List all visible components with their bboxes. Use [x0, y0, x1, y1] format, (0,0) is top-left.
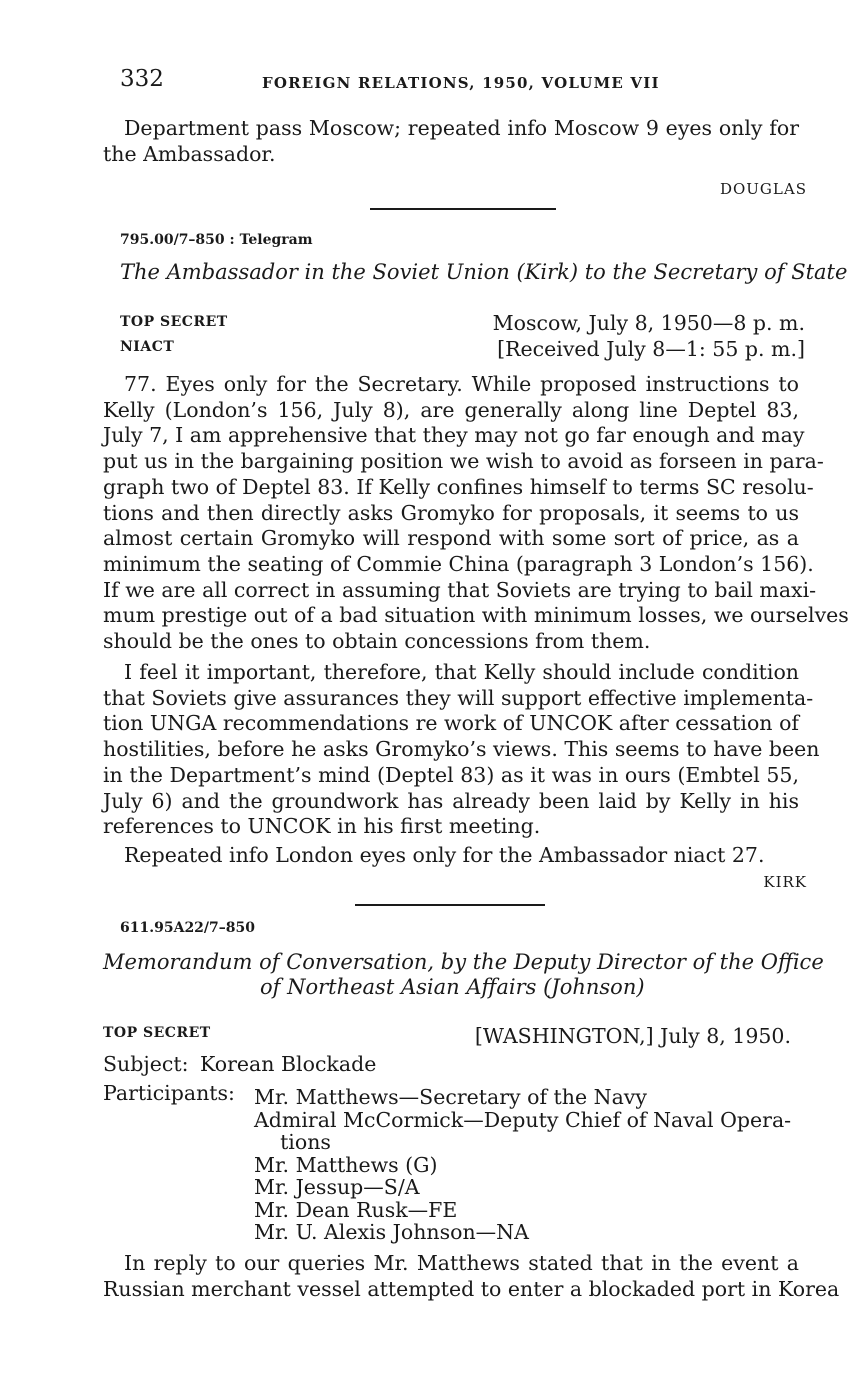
participant: Mr. Matthews—Secretary of the Navy [254, 1085, 647, 1109]
memorandum-caption-line-1: Memorandum of Conversation, by the Deputy Director of the Office [103, 950, 824, 974]
participants-list [254, 1086, 791, 1244]
participant: Mr. Dean Rusk—FE [254, 1197, 458, 1222]
signature-kirk: KIRK [763, 873, 807, 891]
participant: Mr. Matthews (G) [254, 1152, 438, 1177]
subject-value: Korean Blockade [200, 1052, 377, 1076]
text-line: July 6) and the groundwork has already been laid by Kelly in his [103, 788, 799, 813]
telegram-paragraph-3 [103, 843, 799, 869]
text-line: tion UNGA recommendations re work of UNCOK after cessation of [103, 711, 799, 736]
text-line: should be the ones to obtain concessions from them. [103, 629, 651, 654]
text-line: put us in the bargaining position we wish to avoid as forseen in para- [103, 449, 824, 474]
participant: Mr. U. Alexis Johnson—NA [254, 1220, 529, 1244]
text-line: Russian merchant vessel attempted to enter a blockaded port in Korea [103, 1276, 840, 1301]
text-line: hostilities, before he asks Gromyko’s views. This seems to have been [103, 737, 820, 762]
place-date: Moscow, July 8, 1950—8 p. m. [492, 311, 805, 335]
text-line: mum prestige out of a bad situation with minimum losses, we ourselves [103, 603, 849, 628]
classification: TOP SECRET [103, 1025, 211, 1041]
text-line: In reply to our queries Mr. Matthews stated that in the event a [124, 1251, 799, 1275]
text-line: Kelly (London’s 156, July 8), are generally along line Deptel 83, [103, 397, 799, 422]
place-date: [WASHINGTON,] July 8, 1950. [474, 1024, 791, 1048]
memorandum-paragraph [103, 1251, 840, 1302]
running-title: FOREIGN RELATIONS, 1950, VOLUME VII [262, 74, 660, 92]
participant: Mr. Jessup—S/A [254, 1175, 420, 1199]
section-divider [355, 904, 545, 906]
text-line: graph two of Deptel 83. If Kelly confines himself to terms SC resolu- [103, 474, 814, 499]
received-time: [Received July 8—1: 55 p. m.] [497, 337, 805, 361]
continuation-paragraph [103, 116, 799, 167]
text-line: I feel it important, therefore, that Kelly should include condition [124, 660, 799, 684]
telegram-paragraph-1 [103, 372, 849, 655]
memorandum-caption-line-2: of Northeast Asian Affairs (Johnson) [260, 975, 645, 999]
telegram-paragraph-2 [103, 660, 820, 840]
page-number: 332 [120, 66, 164, 92]
signature-douglas: DOUGLAS [719, 180, 807, 198]
text-line: the Ambassador. [103, 141, 276, 166]
section-divider [370, 208, 556, 210]
text-line: July 7, I am apprehensive that they may not go far enough and may [103, 423, 805, 448]
participant: tions [254, 1130, 331, 1154]
text-line: minimum the seating of Commie China (paragraph 3 London’s 156). [103, 551, 814, 576]
participants-label: Participants: [103, 1081, 235, 1105]
file-number: 611.95A22/7–850 [120, 920, 256, 936]
precedence: NIACT [120, 339, 175, 355]
subject-label: Subject: [103, 1052, 189, 1076]
text-line: in the Department’s mind (Deptel 83) as it was in ours (Embtel 55, [103, 762, 799, 787]
file-number: 795.00/7–850 : Telegram [120, 232, 313, 248]
classification: TOP SECRET [120, 314, 228, 330]
participant: Admiral McCormick—Deputy Chief of Naval Opera- [254, 1107, 792, 1132]
text-line: Repeated info London eyes only for the Ambassador niact 27. [124, 843, 765, 867]
text-line: almost certain Gromyko will respond with some sort of price, as a [103, 526, 799, 551]
text-line: that Soviets give assurances they will support effective implementa- [103, 685, 814, 710]
text-line: If we are all correct in assuming that Soviets are trying to bail maxi- [103, 577, 817, 602]
document-caption: The Ambassador in the Soviet Union (Kirk) to the Secretary of State [120, 260, 848, 284]
text-line: Department pass Moscow; repeated info Moscow 9 eyes only for [124, 116, 799, 140]
text-line: references to UNCOK in his first meeting. [103, 814, 541, 839]
text-line: tions and then directly asks Gromyko for proposals, it seems to us [103, 500, 799, 525]
text-line: 77. Eyes only for the Secretary. While proposed instructions to [124, 372, 799, 396]
